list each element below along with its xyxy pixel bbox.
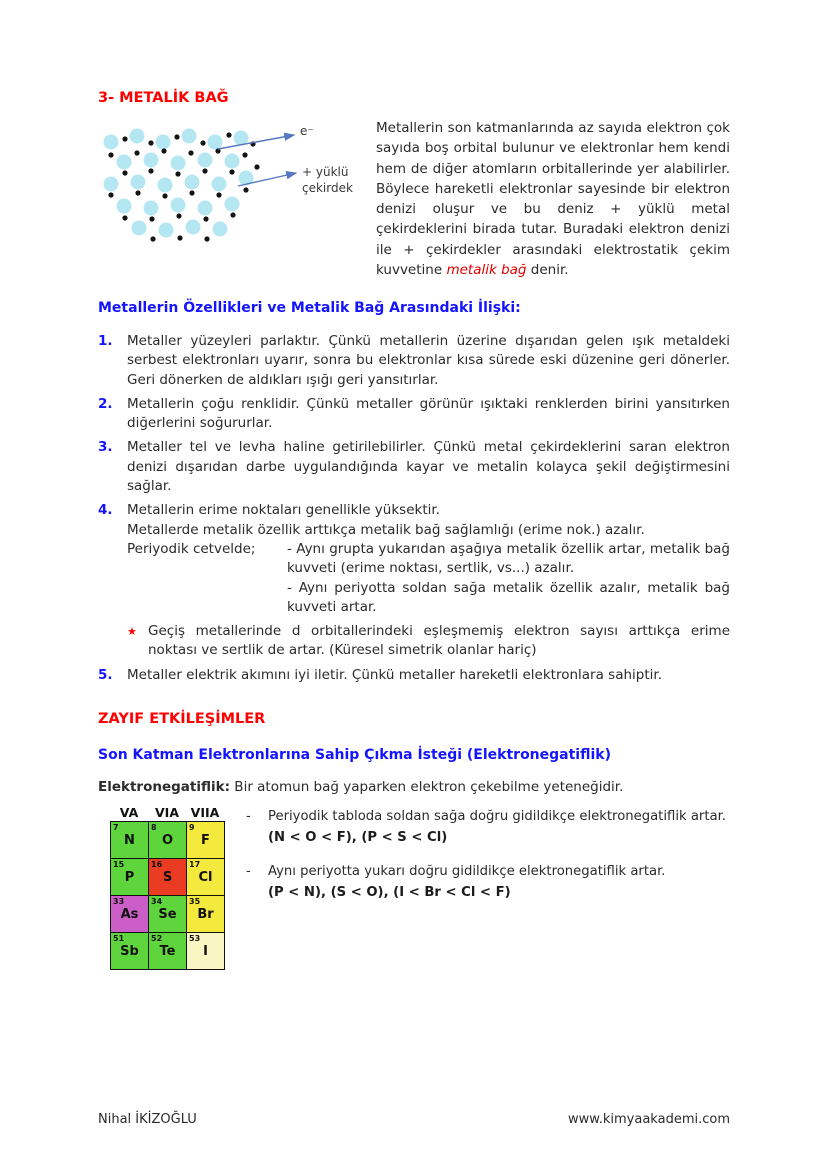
atomic-number: 52 — [151, 934, 163, 944]
list-item-text: Metaller elektrik akımını iyi iletir. Çünkü metaller hareketli elektronlara sahiptir. — [127, 666, 663, 683]
list-item — [98, 501, 730, 617]
page-title: 3- METALİK BAĞ — [98, 90, 229, 106]
note-formula: (N < O < F), (P < S < Cl) — [268, 830, 448, 846]
periodic-note-body — [287, 540, 730, 617]
list-item — [98, 332, 730, 390]
element-cell — [187, 859, 225, 896]
periodic-note-item: - Aynı periyotta soldan sağa metalik özellik azalır, metalik bağ kuvveti artar. — [287, 579, 730, 615]
intro-paragraph — [376, 118, 730, 280]
note-body — [268, 807, 730, 847]
intro-text-before: Metallerin son katmanlarında az sayıda elektron çok sayıda boş orbital bulunur ve elektronlar hem kendi hem de diğer atomların orbitallerinde yer alabilirler. Böylece hareketli elektronlar sayesinde bir elektron denizi oluşur ve bu deniz + yüklü metal çekirdeklerini birada tutar. Buradaki elektron denizi ile + çekirdekler arasındaki elektrostatik çekim kuvvetine — [376, 120, 730, 278]
electronegativity-notes — [246, 805, 730, 970]
element-symbol: O — [161, 833, 174, 849]
note-text: Periyodik tabloda soldan sağa doğru gidildikçe elektronegatiflik artar. — [268, 809, 726, 825]
element-cell — [149, 896, 187, 933]
element-symbol: Sb — [120, 944, 139, 960]
note-formula: (P < N), (S < O), (I < Br < Cl < F) — [268, 885, 511, 901]
atomic-number: 15 — [113, 860, 125, 870]
element-symbol: Br — [197, 907, 214, 923]
list-item — [98, 395, 730, 434]
intro-section — [98, 118, 730, 280]
dash-bullet: - — [246, 864, 251, 880]
element-symbol: Cl — [198, 870, 213, 886]
element-cell — [111, 896, 149, 933]
element-cell — [187, 933, 225, 970]
group-header: VIIA — [190, 805, 220, 821]
element-cell — [187, 822, 225, 859]
element-symbol: N — [124, 833, 135, 849]
mini-periodic-table — [110, 805, 228, 970]
periodic-note-label: Periyodik cetvelde; — [127, 540, 256, 557]
list-item-text: Metallerin çoğu renklidir. Çünkü metaller görünür ışıktaki renklerden birini yansıtırken diğerlerini soğururlar. — [127, 395, 730, 432]
note-text: Aynı periyotta yukarı doğru gidildikçe elektronegatiflik artar. — [268, 864, 666, 880]
element-symbol: F — [201, 833, 210, 849]
element-grid — [110, 821, 225, 970]
atomic-number: 51 — [113, 934, 125, 944]
list-item-number: 4. — [98, 502, 113, 519]
atomic-number: 34 — [151, 897, 163, 907]
group-header: VIA — [155, 805, 179, 821]
atomic-number: 16 — [151, 860, 163, 870]
note-body — [268, 862, 730, 902]
electronegativity-section — [98, 805, 730, 970]
list-item — [98, 666, 730, 685]
electronegativity-note — [246, 862, 730, 902]
electronegativity-note — [246, 807, 730, 847]
star-icon: ★ — [127, 625, 137, 639]
atomic-number: 35 — [189, 897, 201, 907]
element-symbol: S — [162, 870, 173, 886]
element-symbol: As — [120, 907, 139, 923]
group-headers — [110, 805, 228, 820]
page-footer — [98, 1112, 730, 1127]
element-cell — [111, 859, 149, 896]
properties-list — [98, 332, 730, 685]
atomic-number: 17 — [189, 860, 201, 870]
element-symbol: Te — [159, 944, 176, 960]
group-header: VA — [119, 805, 139, 821]
element-cell — [111, 822, 149, 859]
author-name: Nihal İKİZOĞLU — [98, 1112, 197, 1127]
list-item-text — [127, 501, 730, 617]
list-item-number: 5. — [98, 666, 113, 683]
list-item-number: 3. — [98, 439, 113, 456]
element-symbol: I — [203, 944, 208, 960]
list-item — [98, 438, 730, 496]
electronegativity-heading: Son Katman Elektronlarına Sahip Çıkma İsteği (Elektronegatiflik) — [98, 747, 611, 764]
element-cell — [149, 933, 187, 970]
melting-point-line: Metallerin erime noktaları genellikle yüksektir. — [127, 502, 440, 519]
element-cell — [111, 933, 149, 970]
dash-bullet: - — [246, 809, 251, 825]
definition-term: Elektronegatiflik: — [98, 779, 231, 796]
list-item-text: Metaller tel ve levha haline getirilebilirler. Çünkü metal çekirdeklerini saran elektron denizi dışarıdan darbe uygulandığında kayar ve metalin kolayca şekil değiştirmesini sağlar. — [127, 439, 730, 495]
list-item-text: Metaller yüzeyleri parlaktır. Çünkü metallerin üzerine dışarıdan gelen ışık metaldeki serbest elektronları uyarır, sonra bu elektronlar kısa sürede eski düzenine geri dönerler. Geri dönerken de aldıkları ışığı geri yansıtırlar. — [127, 333, 730, 388]
star-note-text: Geçiş metallerinde d orbitallerindeki eşleşmemiş elektron sayısı arttıkça erime noktası ve sertlik de artar. (Küresel simetrik olanlar hariç) — [148, 623, 730, 659]
weak-interactions-heading: ZAYIF ETKİLEŞİMLER — [98, 711, 266, 728]
bond-strength-line: Metallerde metalik özellik arttıkça metalik bağ sağlamlığı (erime nok.) azalır. — [127, 521, 645, 538]
atomic-number: 33 — [113, 897, 125, 907]
element-symbol: P — [124, 870, 135, 886]
list-item-number: 1. — [98, 333, 113, 349]
element-cell — [149, 822, 187, 859]
atomic-number: 8 — [151, 823, 157, 833]
atomic-number: 9 — [189, 823, 195, 833]
element-cell — [149, 859, 187, 896]
periodic-trend-note — [127, 540, 730, 617]
electron-label: e⁻ — [300, 124, 314, 138]
definition-text: Bir atomun bağ yaparken elektron çekebilme yeteneğidir. — [230, 779, 624, 796]
properties-heading: Metallerin Özellikleri ve Metalik Bağ Arasındaki İlişki: — [98, 300, 521, 316]
website-url: www.kimyaakademi.com — [568, 1112, 730, 1127]
atomic-number: 53 — [189, 934, 201, 944]
transition-metals-note — [98, 622, 730, 661]
metallic-bond-diagram — [98, 126, 376, 256]
element-symbol: Se — [158, 907, 177, 923]
element-cell — [187, 896, 225, 933]
atomic-number: 7 — [113, 823, 119, 833]
nucleus-label: + yüklü çekirdek — [302, 165, 353, 196]
intro-text-after: denir. — [526, 261, 569, 278]
list-item-number: 2. — [98, 395, 113, 412]
metallic-bond-term: metalik bağ — [446, 261, 527, 278]
periodic-note-item: - Aynı grupta yukarıdan aşağıya metalik özellik artar, metalik bağ kuvveti (erime noktası, sertlik, vs...) azalır. — [287, 540, 730, 577]
electronegativity-definition — [98, 779, 730, 795]
